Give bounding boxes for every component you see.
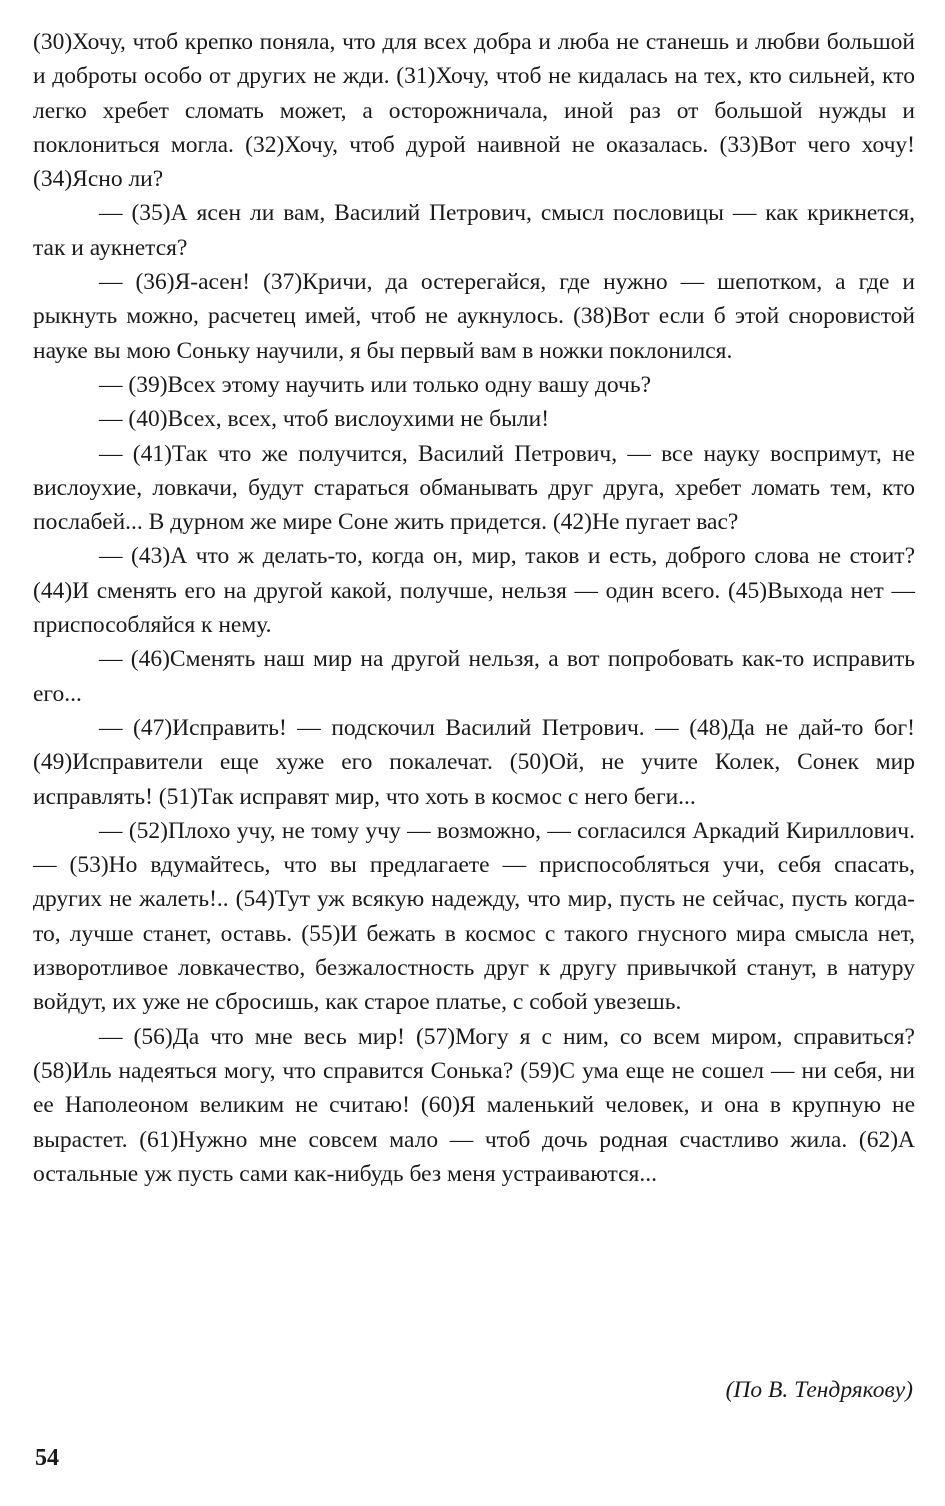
source-attribution: (По В. Тендрякову) — [725, 1377, 913, 1403]
paragraph-11: — (56)Да что мне весь мир! (57)Могу я с ним, со всем миром, справиться? (58)Иль надеяться могу, что справится Сонька? (59)С ума еще не сошел — ни себя, ни ее Наполеоном великим не считаю! (60)Я маленький человек, и она в крупную не вырастет. (61)Нужно мне совсем мало — чтоб дочь родная счастливо жила. (62)А остальные уж пусть сами как-нибудь без меня устраиваются... — [33, 1023, 915, 1187]
paragraph-6: — (41)Так что же получится, Василий Петрович, — все науку воспримут, не вислоухие, ловкачи, будут стараться обманывать друг друга, хребет ломать тем, кто послабей... В дурном же мире Соне жить придется. (42)Не пугает вас? — [33, 440, 915, 536]
paragraph-3: — (36)Я-асен! (37)Кричи, да остерегайся, где нужно — шепотком, а где и рыкнуть можно, расчетец имей, чтоб не аукнулось. (38)Вот если б этой сноровистой науке вы мою Соньку научили, я бы первый вам в ножки поклонился. — [33, 269, 915, 364]
paragraph-5: — (40)Всех, всех, чтоб вислоухими не были! — [99, 406, 550, 433]
paragraph-10: — (52)Плохо учу, не тому учу — возможно, — согласился Аркадий Кириллович. — (53)Но вдумайтесь, что вы предлагаете — приспособляться учи, себя спасать, других не жалеть!.. (54)Тут уж всякую надежду, что мир, пусть не сейчас, пусть когда-то, лучше станет, оставь. (55)И бежать в космос с такого гнусного мира смысла нет, изворотливое ловкачество, безжалостность друг к другу привычкой станут, в натуру войдут, их уже не сбросишь, как старое платье, с собой увезешь. — [33, 817, 915, 1016]
main-text — [33, 25, 915, 1191]
paragraph-2: — (35)А ясен ли вам, Василий Петрович, смысл пословицы — как крикнется, так и аукнется? — [33, 200, 915, 261]
paragraph-7: — (43)А что ж делать-то, когда он, мир, таков и есть, доброго слова не стоит? (44)И сменять его на другой какой, получше, нельзя — один всего. (45)Выхода нет — приспособляйся к нему. — [33, 543, 915, 639]
paragraph-1: (30)Хочу, чтоб крепко поняла, что для всех добра и люба не станешь и любви большой и доброты особо от других не жди. (31)Хочу, чтоб не кидалась на тех, кто сильней, кто легко хребет сломать может, а осторожничала, иной раз от большой нужды и поклониться могла. (32)Хочу, чтоб дурой наивной не оказалась. (33)Вот чего хочу! (34)Ясно ли? — [33, 29, 915, 193]
paragraph-8: — (46)Сменять наш мир на другой нельзя, а вот попробовать как-то исправить его... — [33, 646, 915, 707]
paragraph-9: — (47)Исправить! — подскочил Василий Петрович. — (48)Да не дай-то бог! (49)Исправители еще хуже его покалечат. (50)Ой, не учите Колек, Сонек мир исправлять! (51)Так исправят мир, что хоть в космос с него беги... — [33, 714, 915, 810]
paragraph-4: — (39)Всех этому научить или только одну вашу дочь? — [99, 371, 652, 398]
page-number: 54 — [35, 1445, 59, 1471]
